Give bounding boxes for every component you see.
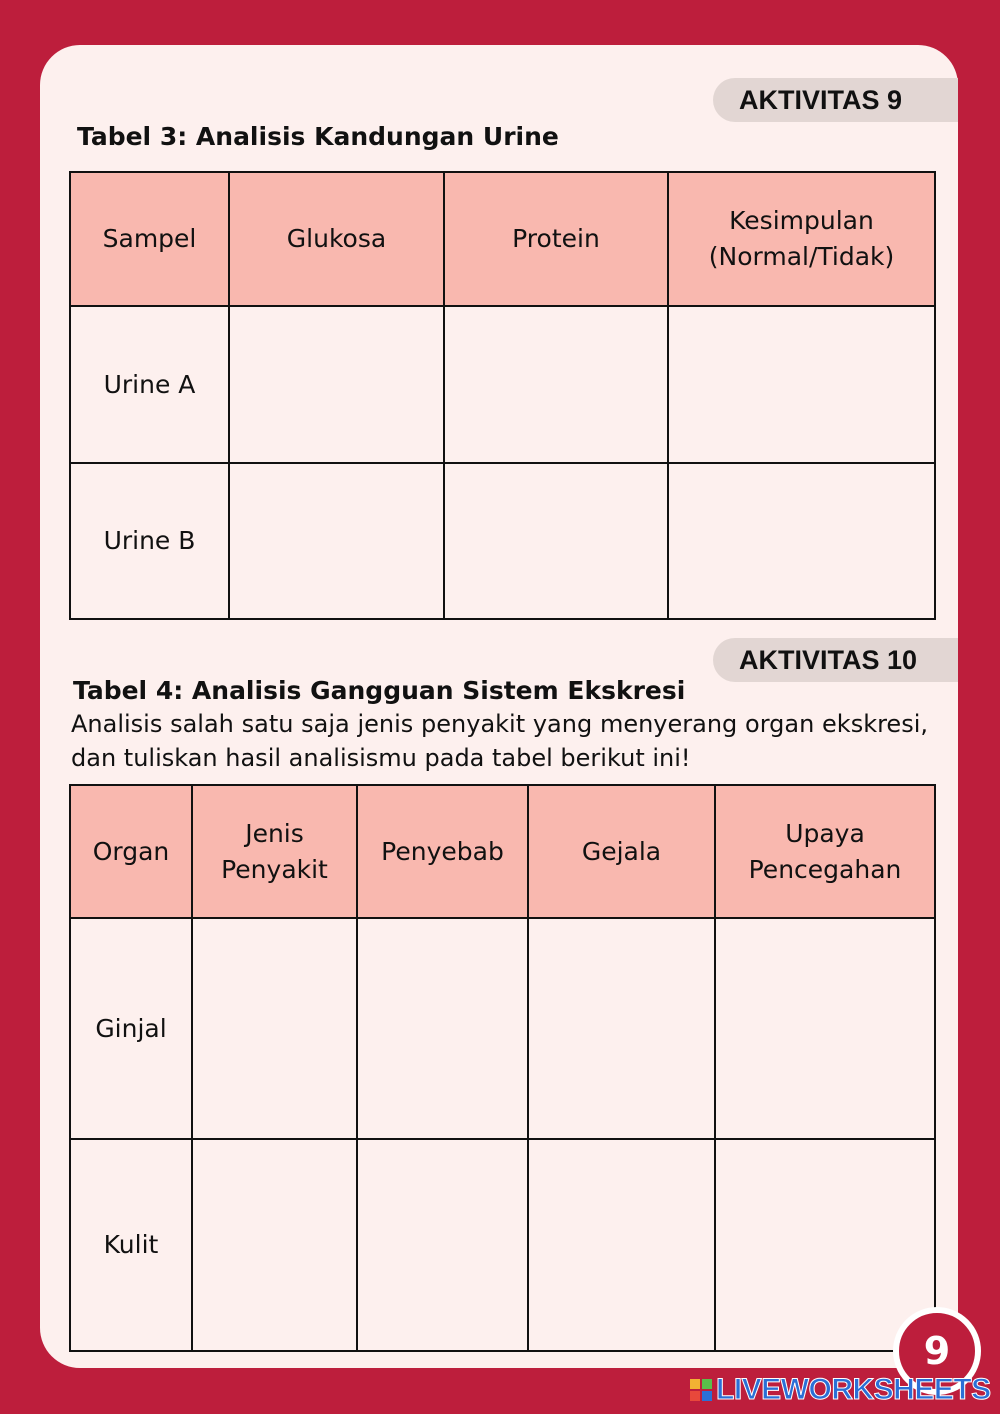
liveworksheets-watermark — [690, 1372, 991, 1408]
header-protein: Protein — [444, 172, 668, 306]
table-3-header-row — [70, 172, 935, 306]
table-3-title: Tabel 3: Analisis Kandungan Urine — [77, 122, 559, 151]
answer-cell[interactable] — [715, 1139, 935, 1351]
answer-cell[interactable] — [357, 918, 528, 1139]
activity-10-badge: AKTIVITAS 10 — [713, 638, 958, 682]
header-gejala: Gejala — [528, 785, 715, 918]
table-row — [70, 918, 935, 1139]
answer-cell[interactable] — [444, 306, 668, 463]
row-label-kulit: Kulit — [70, 1139, 192, 1351]
answer-cell[interactable] — [528, 918, 715, 1139]
table-row — [70, 1139, 935, 1351]
header-kesimpulan: Kesimpulan (Normal/Tidak) — [668, 172, 935, 306]
row-label-urine-a: Urine A — [70, 306, 229, 463]
table-row — [70, 463, 935, 619]
table-4-title: Tabel 4: Analisis Gangguan Sistem Ekskresi — [73, 676, 686, 705]
row-label-ginjal: Ginjal — [70, 918, 192, 1139]
header-jenis-penyakit: Jenis Penyakit — [192, 785, 357, 918]
instruction-text: Analisis salah satu saja jenis penyakit yang menyerang organ ekskresi, dan tuliskan hasil analisismu pada tabel berikut ini! — [71, 710, 928, 772]
activity-9-badge: AKTIVITAS 9 — [713, 78, 958, 122]
table-row — [70, 306, 935, 463]
table-4-header-row — [70, 785, 935, 918]
answer-cell[interactable] — [229, 306, 444, 463]
row-label-urine-b: Urine B — [70, 463, 229, 619]
answer-cell[interactable] — [668, 306, 935, 463]
page-number-badge: 9 — [893, 1307, 981, 1395]
header-sampel: Sampel — [70, 172, 229, 306]
table-4-excretory-disorders — [69, 784, 936, 1352]
answer-cell[interactable] — [192, 918, 357, 1139]
answer-cell[interactable] — [715, 918, 935, 1139]
answer-cell[interactable] — [668, 463, 935, 619]
watermark-text: LIVEWORKSHEETS — [716, 1373, 991, 1406]
answer-cell[interactable] — [357, 1139, 528, 1351]
header-upaya-pencegahan: Upaya Pencegahan — [715, 785, 935, 918]
answer-cell[interactable] — [528, 1139, 715, 1351]
answer-cell[interactable] — [444, 463, 668, 619]
table-3-urine-analysis — [69, 171, 936, 620]
liveworksheets-logo-icon — [690, 1379, 712, 1401]
answer-cell[interactable] — [229, 463, 444, 619]
answer-cell[interactable] — [192, 1139, 357, 1351]
header-glukosa: Glukosa — [229, 172, 444, 306]
header-penyebab: Penyebab — [357, 785, 528, 918]
header-organ: Organ — [70, 785, 192, 918]
